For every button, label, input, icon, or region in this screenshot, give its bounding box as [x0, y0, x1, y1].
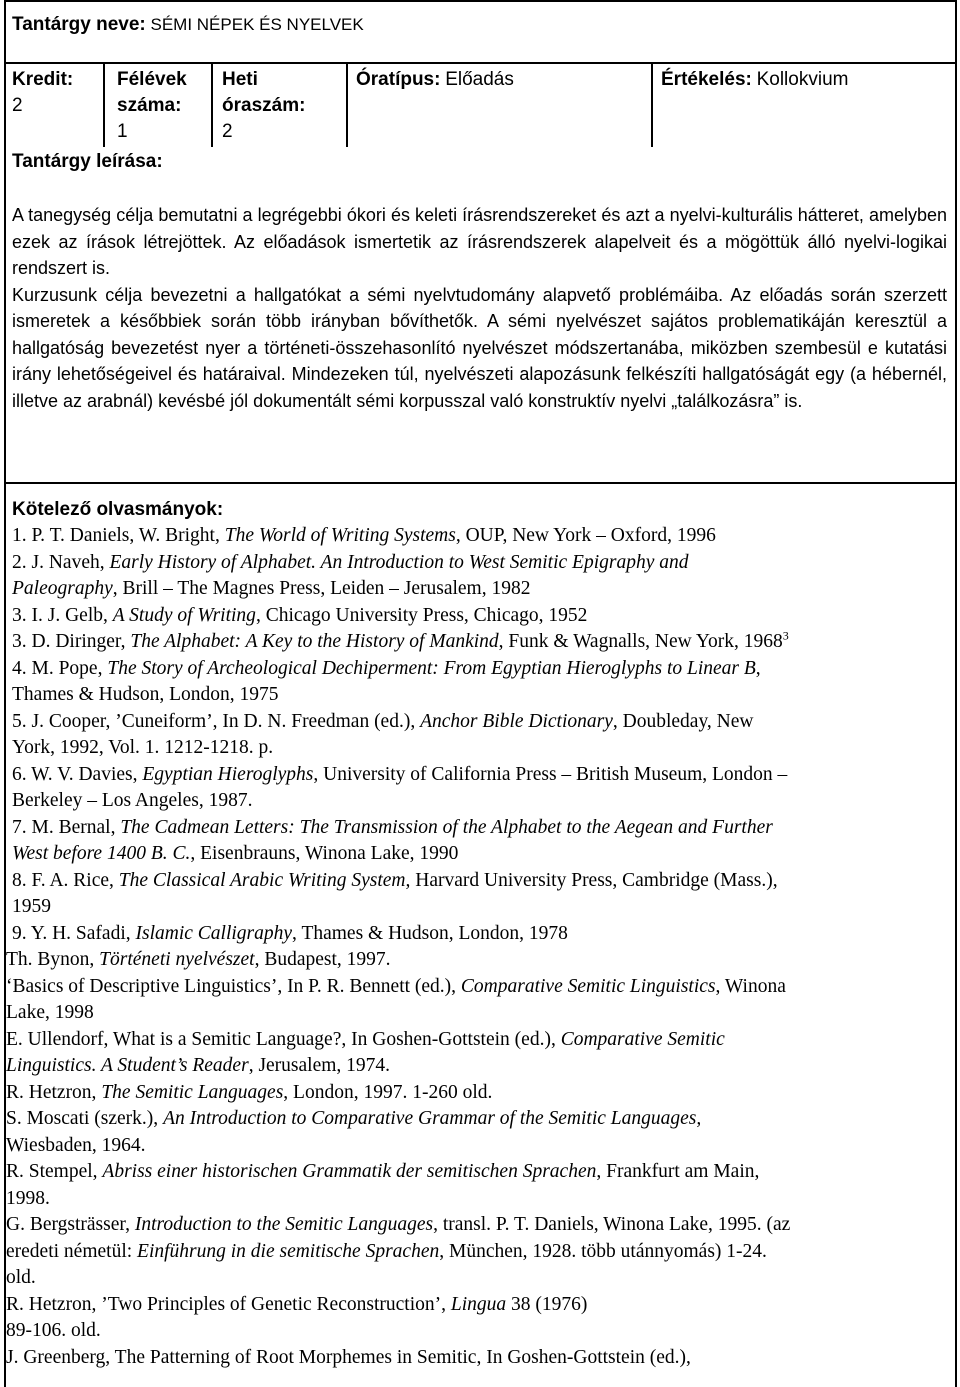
reading-line [6, 1053, 952, 1080]
reading-text: , München, 1928. több utánnyomás) 1-24. [439, 1240, 767, 1262]
reading-title: Történeti nyelvészet [99, 949, 255, 970]
reading-line [6, 1186, 952, 1213]
reading-title: Early History of Alphabet. An Introduction to West Semitic Epigraphy and [109, 551, 689, 573]
reading-text: 1959 [12, 896, 51, 917]
col-divider-4 [651, 62, 653, 147]
col-divider-3 [346, 62, 348, 147]
reading-text: , Doubleday, New [612, 710, 754, 732]
reading-text: , Brill – The Magnes Press, Leiden – Jerusalem, 1982 [112, 578, 531, 599]
reading-text: Wiesbaden, 1964. [6, 1134, 146, 1156]
reading-text: R. Hetzron, [6, 1081, 102, 1103]
reading-text: , Thames & Hudson, London, 1978 [292, 922, 568, 944]
reading-line [12, 841, 952, 868]
reading-text: 3. I. J. Gelb, [12, 604, 113, 626]
reading-line [6, 1239, 952, 1266]
reading-line [12, 815, 952, 842]
reading-text: 1. P. T. Daniels, W. Bright, [12, 525, 225, 546]
semester-label-2: száma: [117, 95, 182, 116]
readings-list [6, 523, 952, 1371]
reading-text: E. Ullendorf, What is a Semitic Language?, In Goshen-Gottstein (ed.), [6, 1028, 561, 1050]
reading-text: Berkeley – Los Angeles, 1987. [12, 790, 253, 811]
reading-line [12, 603, 952, 630]
reading-text: 9. Y. H. Safadi, [12, 922, 136, 944]
reading-text: 2. J. Naveh, [12, 551, 110, 573]
reading-text: 89-106. old. [6, 1320, 101, 1341]
credit-value: 2 [12, 95, 23, 116]
reading-title: Lingua [450, 1293, 507, 1315]
reading-text: 3. D. Diringer, [12, 631, 131, 652]
description-paragraph-2: Kurzusunk célja bevezetni a hallgatókat a sémi nyelvtudomány alapvető problémáiba. Az előadás során szerzett ismeretek a későbbiek során több irányban bővíthetők. A sémi nyelvészet sajátos problematikáján keresztül a hallgatóság bevezetést nyer a történeti-összehasonlító nyelvészet módszertanába, miközben szembesül e kutatási irány lehetőségeivel és határaival. Mindezeken túl, nyelvészeti alapozásunk felkészíti hallgatóságát egy (a hébernél, illetve az arabnál) kevésbé jól dokumentált sémi korpusszal való konstruktív nyelvi „találkozásra” is. [12, 284, 947, 411]
reading-title: Abriss einer historischen Grammatik der semitischen Sprachen [102, 1161, 597, 1182]
reading-line [12, 550, 952, 577]
reading-title: Einführung in die semitische Sprachen [137, 1240, 440, 1262]
reading-title: The Classical Arabic Writing System, [118, 869, 411, 891]
reading-line [6, 1318, 952, 1345]
reading-title: Islamic Calligraphy [135, 922, 293, 944]
col-divider-1 [103, 62, 105, 147]
reading-text: , Chicago University Press, Chicago, 1952 [255, 604, 588, 626]
reading-title: The Semitic Languages [101, 1081, 284, 1103]
reading-text: , OUP, New York – Oxford, 1996 [455, 525, 716, 546]
reading-title: The Cadmean Letters: The Transmission of the Alphabet to the Aegean and Further [120, 816, 773, 838]
lesson-type-label: Óratípus: [356, 69, 441, 90]
reading-title: West before 1400 B. C. [12, 843, 191, 864]
reading-line [6, 1292, 952, 1319]
reading-text: Harvard University Press, Cambridge (Mass.), [410, 869, 778, 891]
reading-line [6, 1212, 952, 1239]
reading-text: , London, 1997. 1-260 old. [283, 1081, 493, 1103]
hours-label-1: Heti [222, 69, 258, 90]
reading-text: 7. M. Bernal, [12, 816, 121, 838]
reading-text: , Frankfurt am Main, [596, 1161, 760, 1182]
reading-title: Introduction to the Semitic Languages [134, 1214, 434, 1235]
reading-line [12, 894, 952, 921]
reading-text: old. [6, 1267, 36, 1288]
reading-line [6, 1106, 952, 1133]
reading-title: Egyptian Hieroglyphs [142, 763, 314, 785]
reading-text: Th. Bynon, [6, 949, 100, 970]
reading-text: eredeti németül: [6, 1240, 138, 1262]
hours-label-2: óraszám: [222, 95, 306, 116]
hours-value: 2 [222, 121, 233, 142]
description-divider [4, 482, 957, 484]
reading-text: Lake, 1998 [6, 1002, 94, 1023]
reading-line [12, 709, 952, 736]
reading-text: , Funk & Wagnalls, New York, 1968 [498, 631, 783, 652]
evaluation-label: Értékelés: [661, 69, 752, 90]
reading-line [12, 576, 952, 603]
reading-text: ‘Basics of Descriptive Linguistics’, In P. R. Bennett (ed.), [6, 975, 461, 997]
description-body [12, 202, 947, 414]
reading-text: 1998. [6, 1187, 50, 1209]
reading-title: The Alphabet: A Key to the History of Mankind [130, 631, 499, 652]
reading-text: York, 1992, Vol. 1. 1212-1218. p. [12, 737, 274, 758]
reading-edition: 3 [782, 628, 789, 643]
reading-text: 6. W. V. Davies, [12, 763, 143, 785]
description-paragraph-1: A tanegység célja bemutatni a legrégebbi ókori és keleti írásrendszereket és azt a nyelvi-kulturális hátteret, amelyben ezek az írások létrejöttek. Az előadások ismertetik az írásrendszerek alapelveit és a mögöttük álló nyelvi-logikai rendszert is. [12, 205, 947, 278]
reading-line [6, 1133, 952, 1160]
reading-title: Anchor Bible Dictionary [420, 710, 613, 732]
reading-title: Linguistics. A Student’s Reader [6, 1055, 249, 1076]
lesson-type [356, 67, 514, 93]
reading-text: Thames & Hudson, London, 1975 [12, 684, 279, 705]
reading-line [6, 1345, 952, 1372]
reading-text: , Eisenbrauns, Winona Lake, 1990 [190, 843, 459, 864]
lesson-type-value: Előadás [445, 69, 514, 90]
semester-label-1: Félévek [117, 69, 187, 90]
evaluation-value: Kollokvium [756, 69, 849, 90]
credit-label: Kredit: [12, 69, 74, 90]
reading-text: S. Moscati (szerk.), [6, 1108, 164, 1129]
reading-line [12, 656, 952, 683]
reading-text: 4. M. Pope, [12, 657, 108, 679]
reading-line [6, 974, 952, 1001]
reading-line [12, 629, 952, 656]
row-divider [4, 62, 957, 64]
reading-title: Comparative Semitic [560, 1028, 725, 1050]
col-divider-2 [211, 62, 213, 147]
reading-title: Paleography [12, 578, 113, 599]
subject-name: SÉMI NÉPEK ÉS NYELVEK [150, 15, 364, 34]
reading-line [6, 1027, 952, 1054]
reading-line [12, 788, 952, 815]
reading-title: A Study of Writing [112, 604, 256, 626]
reading-title: The World of Writing Systems [224, 525, 456, 546]
reading-line [12, 762, 952, 789]
reading-line [6, 947, 952, 974]
reading-line [12, 523, 952, 550]
reading-text: , Budapest, 1997. [254, 949, 391, 970]
reading-text: 5. J. Cooper, ’Cuneiform’, In D. N. Freedman (ed.), [12, 710, 421, 732]
reading-text: G. Bergsträsser, [6, 1214, 135, 1235]
reading-text: , Jerusalem, 1974. [248, 1055, 391, 1076]
reading-line [12, 921, 952, 948]
reading-text: , transl. P. T. Daniels, Winona Lake, 1995. (az [433, 1214, 791, 1235]
subject-label: Tantárgy neve: [12, 14, 146, 35]
reading-line [12, 735, 952, 762]
reading-line [12, 868, 952, 895]
reading-text: 38 (1976) [506, 1293, 588, 1315]
reading-title: Comparative Semitic Linguistics [460, 975, 716, 997]
reading-line [6, 1159, 952, 1186]
reading-title: An Introduction to Comparative Grammar of the Semitic Languages, [163, 1108, 702, 1129]
reading-title: The Story of Archeological Dechiperment: From Egyptian Hieroglyphs to Linear B [107, 657, 756, 679]
semester-value: 1 [117, 121, 128, 142]
reading-text: , University of California Press – British Museum, London – [313, 763, 788, 785]
reading-line [6, 1080, 952, 1107]
reading-text: 8. F. A. Rice, [12, 869, 119, 891]
reading-text: R. Hetzron, ’Two Principles of Genetic Reconstruction’, [6, 1293, 451, 1315]
reading-text: R. Stempel, [6, 1161, 103, 1182]
reading-text: , [755, 657, 761, 679]
description-label: Tantárgy leírása: [12, 151, 163, 172]
subject-title [12, 12, 364, 38]
evaluation [661, 67, 848, 93]
reading-line [6, 1265, 952, 1292]
readings-label: Kötelező olvasmányok: [12, 499, 224, 520]
reading-text: J. Greenberg, The Patterning of Root Morphemes in Semitic, In Goshen-Gottstein (ed.), [6, 1346, 691, 1368]
top-border [4, 0, 957, 2]
reading-line [12, 682, 952, 709]
reading-line [6, 1000, 952, 1027]
reading-text: , Winona [715, 975, 786, 997]
